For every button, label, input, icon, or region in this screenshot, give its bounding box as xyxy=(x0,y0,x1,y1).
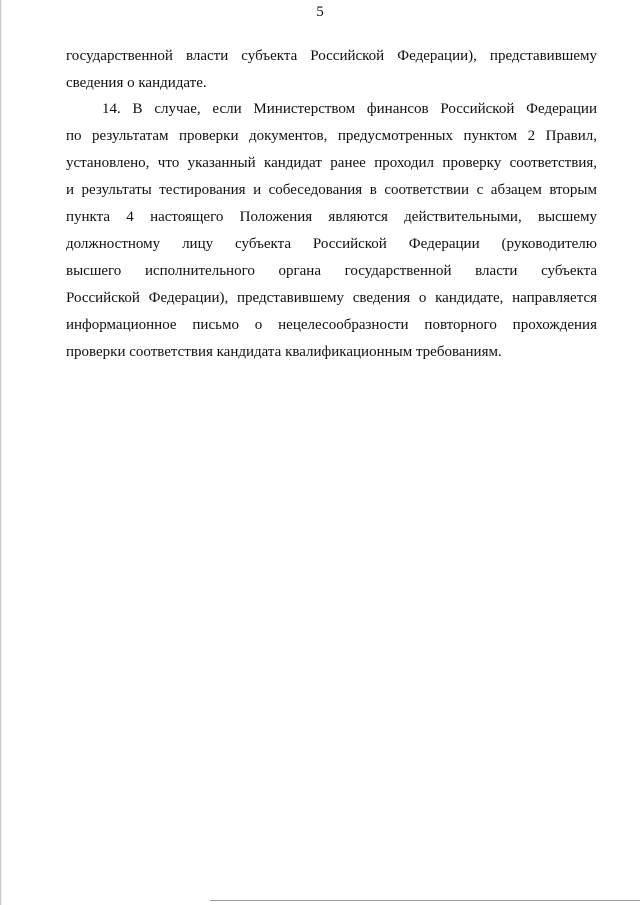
text-line: должностному лицу субъекта Российской Федерации (руководителю xyxy=(66,236,597,252)
text-line: государственной власти субъекта Российской Федерации), представившему xyxy=(66,48,597,64)
paragraph-continuation xyxy=(66,46,597,100)
page-number: 5 xyxy=(316,4,324,20)
text-line: Российской Федерации), представившему сведения о кандидате, направляется xyxy=(66,290,597,306)
text-line: проверки соответствия кандидата квалификационным требованиям. xyxy=(66,344,502,360)
text-line: и результаты тестирования и собеседования в соответствии с абзацем вторым xyxy=(66,182,597,198)
text-line: 14. В случае, если Министерством финансов Российской Федерации xyxy=(102,101,597,117)
scan-bottom-edge xyxy=(210,900,640,901)
paragraph-14 xyxy=(66,99,597,369)
text-line: высшего исполнительного органа государственной власти субъекта xyxy=(66,263,597,279)
text-line: по результатам проверки документов, предусмотренных пунктом 2 Правил, xyxy=(66,128,597,144)
scan-edge-shadow xyxy=(0,0,2,905)
text-line: установлено, что указанный кандидат ранее проходил проверку соответствия, xyxy=(66,155,597,171)
text-line: информационное письмо о нецелесообразности повторного прохождения xyxy=(66,317,597,333)
text-line: пункта 4 настоящего Положения являются действительными, высшему xyxy=(66,209,597,225)
text-line: сведения о кандидате. xyxy=(66,75,207,91)
